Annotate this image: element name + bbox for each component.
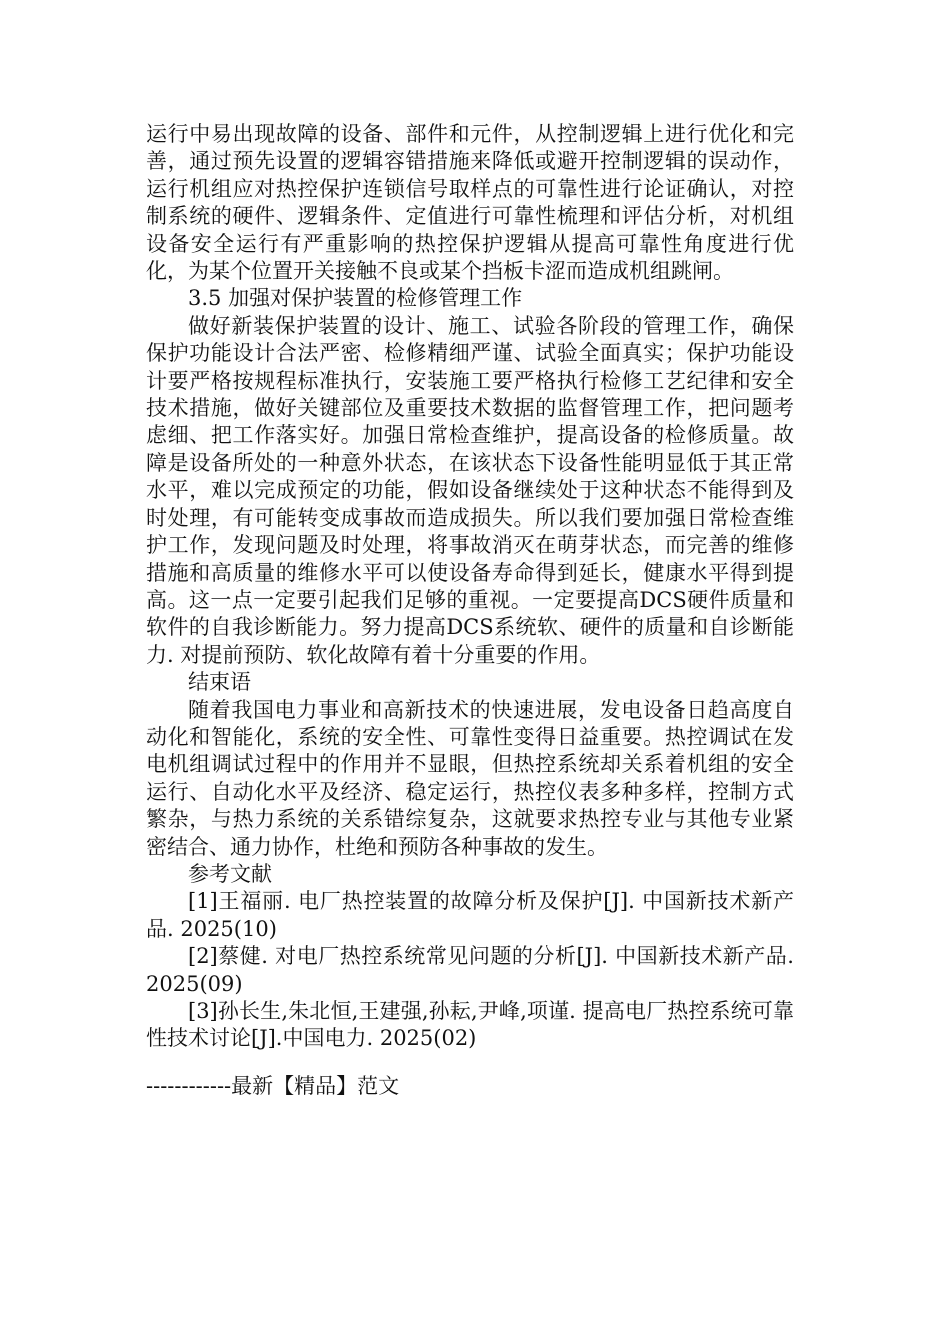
footer-tagline: ------------最新【精品】范文 [146, 1074, 400, 1098]
paragraph-continuation: 运行中易出现故障的设备、部件和元件，从控制逻辑上进行优化和完善，通过预先设置的逻辑容错措施来降低或避开控制逻辑的误动作，运行机组应对热控保护连锁信号取样点的可靠性进行论证确认，对控制系统的硬件、逻辑条件、定值进行可靠性梳理和评估分析，对机组设备安全运行有严重影响的热控保护逻辑从提高可靠性角度进行优化，为某个位置开关接触不良或某个挡板卡涩而造成机组跳闸。 [146, 122, 794, 284]
reference-item-3: [3]孙长生,朱北恒,王建强,孙耘,尹峰,项谨. 提高电厂热控系统可靠性技术讨论[J].中国电力. 2025(02) [146, 999, 794, 1051]
paragraph-maintenance: 做好新装保护装置的设计、施工、试验各阶段的管理工作，确保保护功能设计合法严密、检修精细严谨、试验全面真实；保护功能设计要严格按规程标准执行，安装施工要严格执行检修工艺纪律和安全技术措施，做好关键部位及重要技术数据的监督管理工作，把问题考虑细、把工作落实好。加强日常检查维护，提高设备的检修质量。故障是设备所处的一种意外状态，在该状态下设备性能明显低于其正常水平，难以完成预定的功能，假如设备继续处于这种状态不能得到及时处理，有可能转变成事故而造成损失。所以我们要加强日常检查维护工作，发现问题及时处理，将事故消灭在萌芽状态，而完善的维修措施和高质量的维修水平可以使设备寿命得到延长，健康水平得到提高。这一点一定要引起我们足够的重视。一定要提高DCS硬件质量和软件的自我诊断能力。努力提高DCS系统软、硬件的质量和自诊断能力. 对提前预防、软化故障有着十分重要的作用。 [146, 313, 794, 667]
document-body [146, 121, 794, 1053]
section-heading-references: 参考文献 [188, 861, 272, 886]
paragraph-conclusion: 随着我国电力事业和高新技术的快速进展，发电设备日趋高度自动化和智能化，系统的安全性、可靠性变得日益重要。热控调试在发电机组调试过程中的作用并不显眼，但热控系统却关系着机组的安全运行、自动化水平及经济、稳定运行，热控仪表多种多样，控制方式繁杂，与热力系统的关系错综复杂，这就要求热控专业与其他专业紧密结合、通力协作，杜绝和预防各种事故的发生。 [146, 697, 794, 859]
reference-item-2: [2]蔡健. 对电厂热控系统常见问题的分析[J]. 中国新技术新产品. 2025(09) [146, 944, 794, 996]
section-heading-3-5: 3.5 加强对保护装置的检修管理工作 [188, 286, 523, 311]
reference-item-1: [1]王福丽. 电厂热控装置的故障分析及保护[J]. 中国新技术新产品. 2025(10) [146, 889, 794, 941]
section-heading-conclusion: 结束语 [188, 670, 251, 695]
